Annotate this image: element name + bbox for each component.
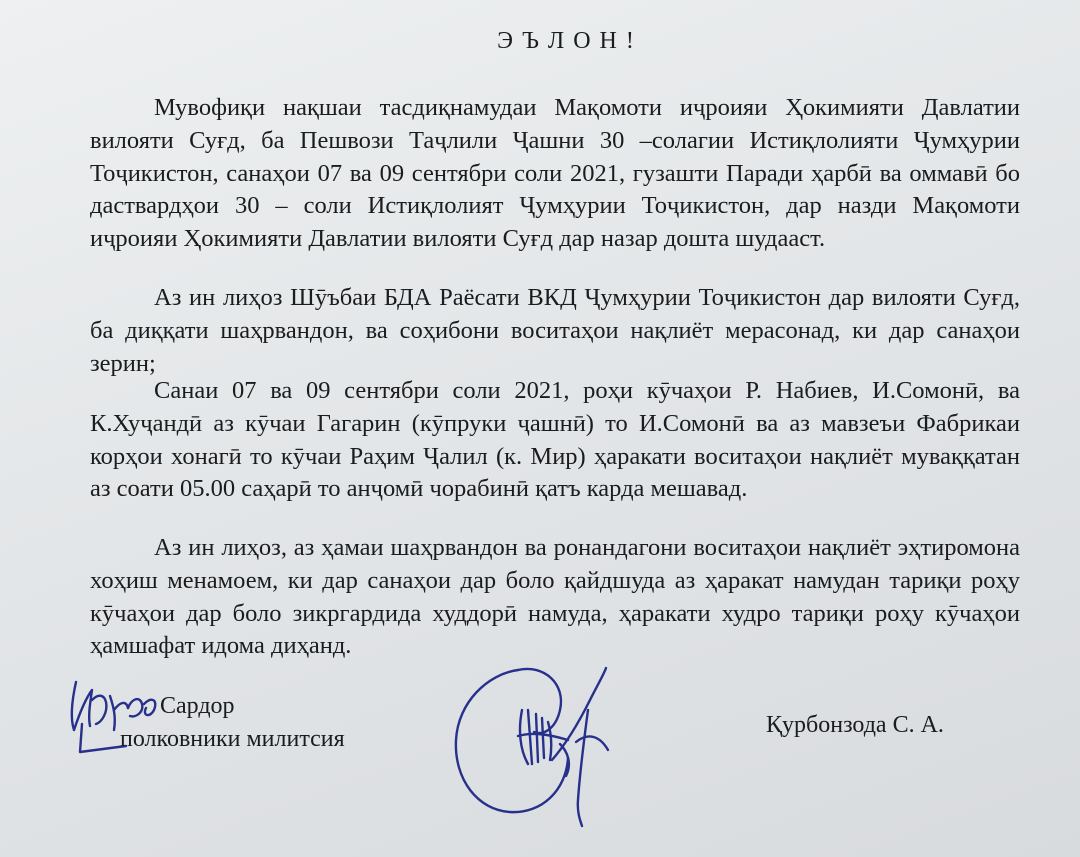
paragraph-2: Аз ин лиҳоз Шӯъбаи БДА Раёсати ВКД Ҷумҳурии Тоҷикистон дар вилояти Суғд, ба диққати шаҳрвандон, ва соҳибони воситаҳои нақлиёт мерасонад, ки дар санаҳои зерин;: [90, 284, 1020, 377]
paragraph-3: Санаи 07 ва 09 сентябри соли 2021, роҳи кӯчаҳои Р. Набиев, И.Сомонӣ, ва К.Хуҷандӣ аз кӯчаи Гагарин (кӯпруки ҷашнӣ) то И.Сомонӣ ва аз мавзеъи Фабрикаи корҳои хонагӣ то кӯчаи Раҳим Ҷалил (к. Мир) ҳаракати воситаҳои нақлиёт муваққатан аз соати 05.00 саҳарӣ то анҷомӣ чорабинӣ қатъ карда мешавад.: [90, 377, 1020, 503]
paragraph-1: Мувофиқи нақшаи тасдиқнамудаи Мақомоти иҷроияи Ҳокимияти Давлатии вилояти Суғд, ба Пешвози Таҷлили Ҷашни 30 –солагии Истиқлолияти Ҷумҳурии Тоҷикистон, санаҳои 07 ва 09 сентябри соли 2021, гузашти Паради ҳарбӣ ва оммавӣ бо даствардҳои 30 – соли Истиқлолият Ҷумҳурии Тоҷикистон, дар назди Мақомоти иҷроияи Ҳокимияти Давлатии вилояти Суғд дар назар дошта шудааст.: [90, 94, 1020, 253]
rank-line-2: полковники милитсия: [120, 726, 345, 752]
handwritten-signature: [448, 640, 618, 830]
signatory-rank: [120, 690, 345, 756]
signatory-name: Қурбонзода С. А.: [766, 712, 944, 738]
rank-line-1: Сардор: [160, 693, 235, 719]
document-title: ЭЪЛОН!: [497, 28, 643, 54]
paragraph-4: Аз ин лиҳоз, аз ҳамаи шаҳрвандон ва ронандагони воситаҳои нақлиёт эҳтиромона хоҳиш менамоем, ки дар санаҳои дар боло қайдшуда аз ҳаракат намудан тариқи роҳу кӯчаҳои дар боло зикргардида худдорӣ намуда, ҳаракати худро тариқи роҳу кӯчаҳои ҳамшафат идома диҳанд.: [90, 534, 1020, 660]
